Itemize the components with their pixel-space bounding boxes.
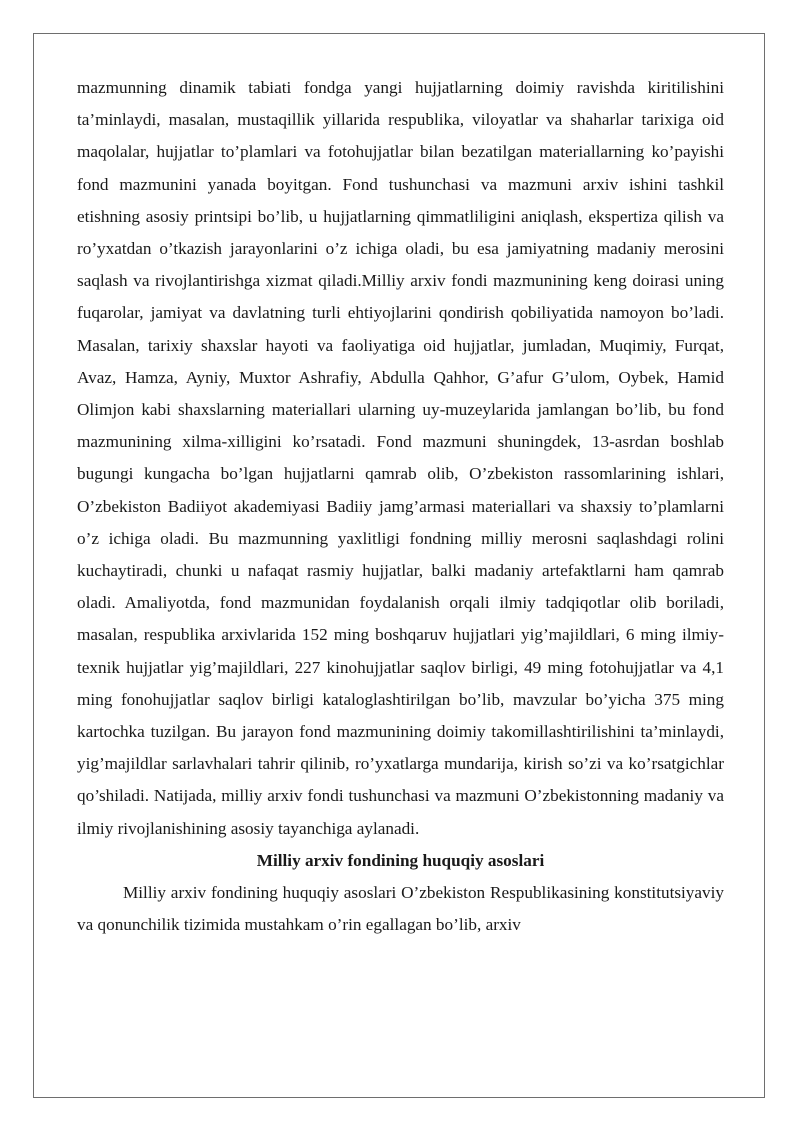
- body-paragraph: mazmunning dinamik tabiati fondga yangi hujjatlarning doimiy ravishda kiritilishini ta’minlaydi, masalan, mustaqillik yillarida respublika, viloyatlar va shaharlar tarixiga oid maqolalar, hujjatlar to’plamlari va fotohujjatlar bilan bezatilgan materiallarning ko’payishi fond mazmunini yanada boyitgan. Fond tushunchasi va mazmuni arxiv ishini tashkil etishning asosiy printsipi bo’lib, u hujjatlarning qimmatliligini aniqlash, ekspertiza qilish va ro’yxatdan o’tkazish jarayonlarini o’z ichiga oladi, bu esa jamiyatning madaniy merosini saqlash va rivojlantirishga xizmat qiladi.Milliy arxiv fondi mazmunining keng doirasi uning fuqarolar, jamiyat va davlatning turli ehtiyojlarini qondirish qobiliyatida namoyon bo’ladi. Masalan, tarixiy shaxslar hayoti va faoliyatiga oid hujjatlar, jumladan, Muqimiy, Furqat, Avaz, Hamza, Ayniy, Muxtor Ashrafiy, Abdulla Qahhor, G’afur G’ulom, Oybek, Hamid Olimjon kabi shaxslarning materiallari ularning uy-muzeylarida jamlangan bo’lib, bu fond mazmunining xilma-xilligini ko’rsatadi. Fond mazmuni shuningdek, 13-asrdan boshlab bugungi kungacha bo’lgan hujjatlarni qamrab olib, O’zbekiston rassomlarining ishlari, O’zbekiston Badiiyot akademiyasi Badiiy jamg’armasi materiallari va shaxsiy to’plamlarni o’z ichiga oladi. Bu mazmunning yaxlitligi fondning milliy merosni saqlashdagi rolini kuchaytiradi, chunki u nafaqat rasmiy hujjatlar, balki madaniy artefaktlarni ham qamrab oladi. Amaliyotda, fond mazmunidan foydalanish orqali ilmiy tadqiqotlar olib boriladi, masalan, respublika arxivlarida 152 ming boshqaruv hujjatlari yig’majildlari, 6 ming ilmiy-texnik hujjatlar yig’majildlari, 227 kinohujjatlar saqlov birligi, 49 ming fotohujjatlar va 4,1 ming fonohujjatlar saqlov birligi kataloglashtirilgan bo’lib, mavzular bo’yicha 375 ming kartochka tuzilgan. Bu jarayon fond mazmunining doimiy takomillashtirilishini ta’minlaydi, yig’majildlar sarlavhalari tahrir qilinib, ro’yxatlarga mundarija, kirish so’zi va ko’rsatgichlar qo’shiladi. Natijada, milliy arxiv fondi tushunchasi va mazmuni O’zbekistonning madaniy va ilmiy rivojlanishining asosiy tayanchiga aylanadi.: [77, 78, 724, 838]
- body-paragraph: Milliy arxiv fondining huquqiy asoslari O’zbekiston Respublikasining konstitutsiyaviy va qonunchilik tizimida mustahkam o’rin egallagan bo’lib, arxiv: [77, 883, 724, 935]
- section-heading: Milliy arxiv fondining huquqiy asoslari: [256, 850, 545, 870]
- document-body: [77, 72, 724, 941]
